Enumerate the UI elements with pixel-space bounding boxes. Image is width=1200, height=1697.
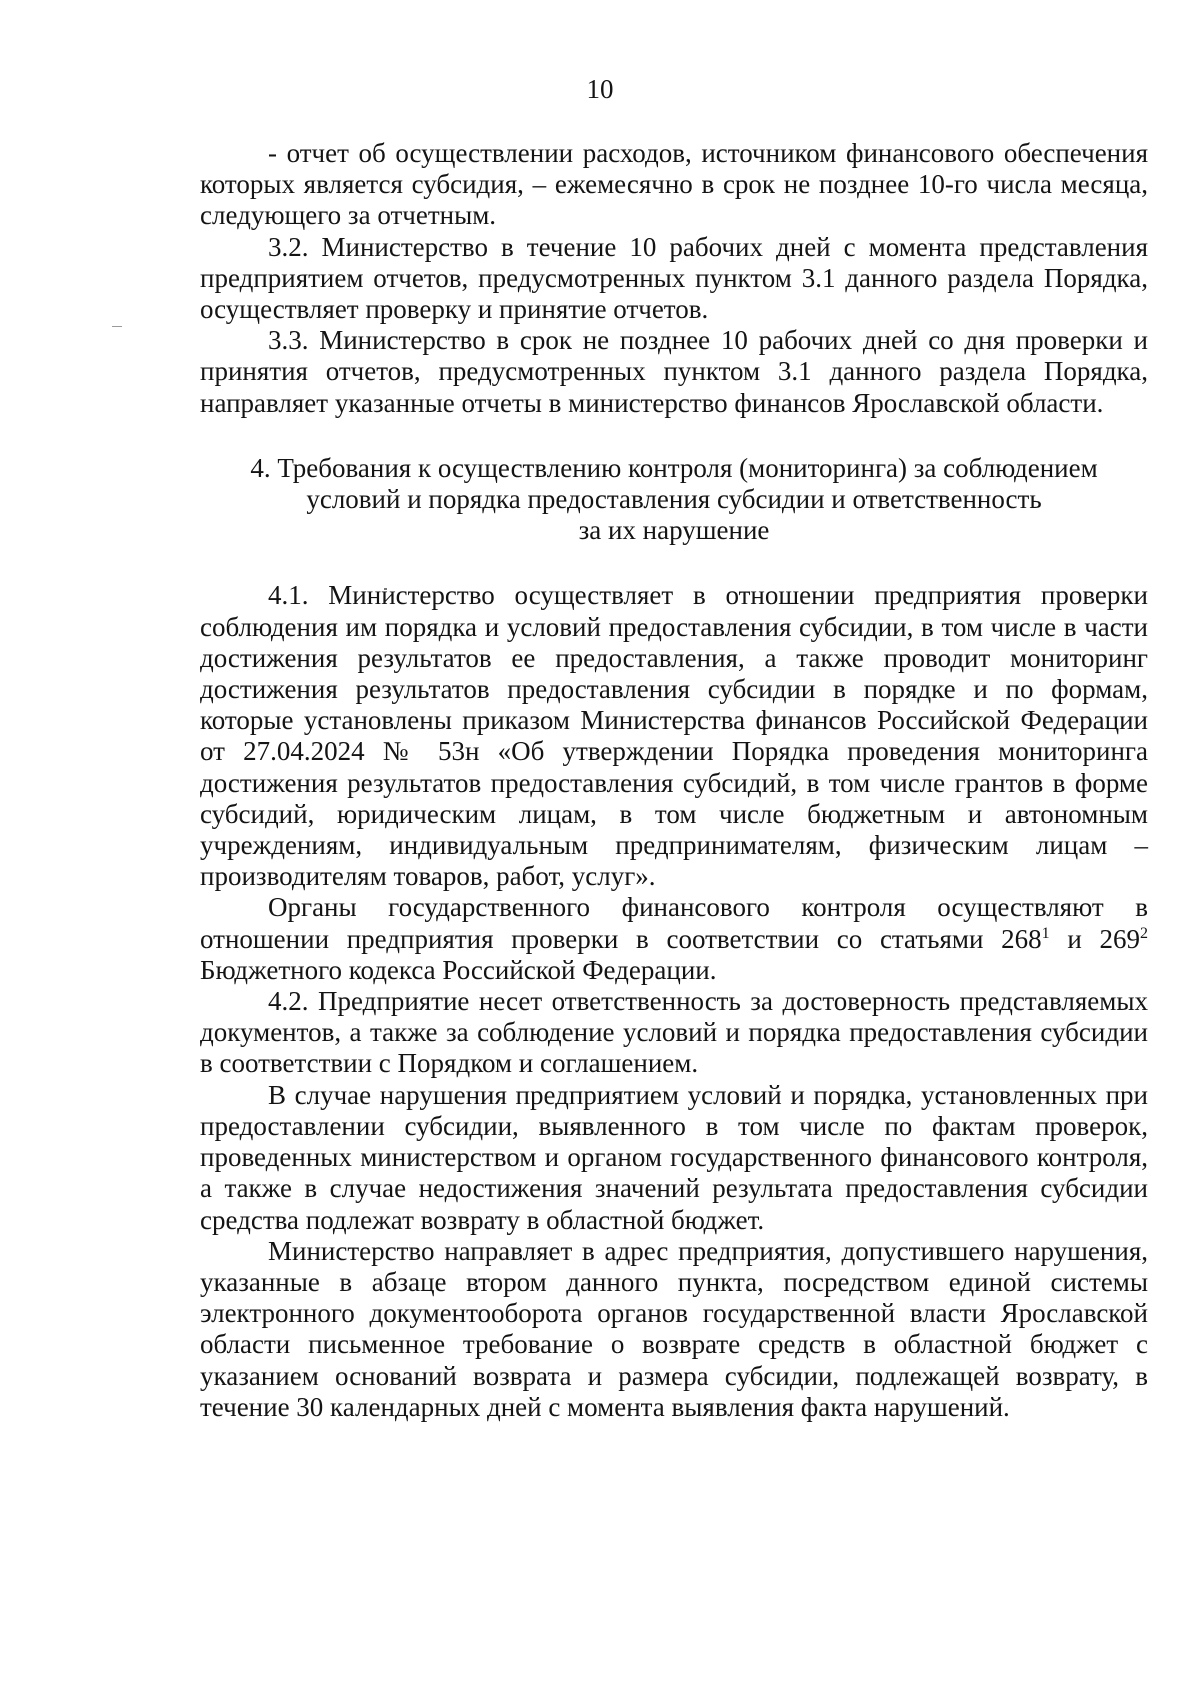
section-4-heading-line: условий и порядка предоставления субсидии и ответственность	[306, 484, 1042, 515]
section-4-heading	[200, 453, 1148, 547]
superscript-2: 2	[1140, 924, 1148, 942]
paragraph-4-1: 4.1. Министерство осуществляет в отношении предприятия проверки соблюдения им порядка и условий предоставления субсидии, в том числе в части достижения результатов ее предоставления, а также проводит мониторинг достижения результатов предоставления субсидии в порядке и по формам, которые установлены приказом Министерства финансов Российской Федерации от 27.04.2024 № 53н «Об утверждении Порядка проведения мониторинга достижения результатов предоставления субсидий, в том числе грантов в форме субсидий, юридическим лицам, в том числе бюджетным и автономным учреждениям, индивидуальным предпринимателям, физическим лицам – производителям товаров, работ, услуг».	[200, 580, 1148, 892]
paragraph-4-2: 4.2. Предприятие несет ответственность за достоверность представляемых документов, а также за соблюдение условий и порядка предоставления субсидии в соответствии с Порядком и соглашением.	[200, 986, 1148, 1079]
paragraph-3-3: 3.3. Министерство в срок не позднее 10 рабочих дней со дня проверки и принятия отчетов, предусмотренных пунктом 3.1 данного раздела Порядка, направляет указанные отчеты в министерство финансов Ярославской области.	[200, 325, 1148, 418]
paragraph-control-bodies	[200, 892, 1148, 986]
paragraph-violation-return: В случае нарушения предприятием условий и порядка, установленных при предоставлении субсидии, выявленного в том числе по фактам проверок, проведенных министерством и органом государственного финансового контроля, а также в случае недостижения значений результата предоставления субсидии средства подлежат возврату в областной бюджет.	[200, 1079, 1148, 1235]
page-number: 10	[586, 74, 614, 104]
section-4-heading-line: 4. Требования к осуществлению контроля (мониторинга) за соблюдением	[250, 452, 1098, 483]
paragraph-3-2: 3.2. Министерство в течение 10 рабочих дней с момента представления предприятием отчетов, предусмотренных пунктом 3.1 данного раздела Порядка, осуществляет проверку и принятие отчетов.	[200, 231, 1148, 325]
section-4-heading-line: за их нарушение	[578, 515, 770, 546]
superscript-1: 1	[1041, 924, 1050, 942]
document-body	[200, 138, 1148, 1423]
paragraph-control-bodies-text: Бюджетного кодекса Российской Федерации.	[200, 954, 717, 985]
paragraph-report-expenses: - отчет об осуществлении расходов, источником финансового обеспечения которых является субсидия, – ежемесячно в срок не позднее 10-го числа месяца, следующего за отчетным.	[200, 138, 1148, 231]
scan-margin-mark	[112, 326, 122, 327]
paragraph-ministry-demand: Министерство направляет в адрес предприятия, допустившего нарушения, указанные в абзаце втором данного пункта, посредством единой системы электронного документооборота органов государственной власти Ярославской области письменное требование о возврате средств в областной бюджет с указанием оснований возврата и размера субсидии, подлежащей возврату, в течение 30 календарных дней с момента выявления факта нарушений.	[200, 1235, 1148, 1422]
paragraph-control-bodies-text: Органы государственного финансового контроля осуществляют в отношении предприятия проверки в соответствии со статьями 268	[200, 892, 1148, 954]
paragraph-control-bodies-text: и 269	[1049, 923, 1140, 954]
